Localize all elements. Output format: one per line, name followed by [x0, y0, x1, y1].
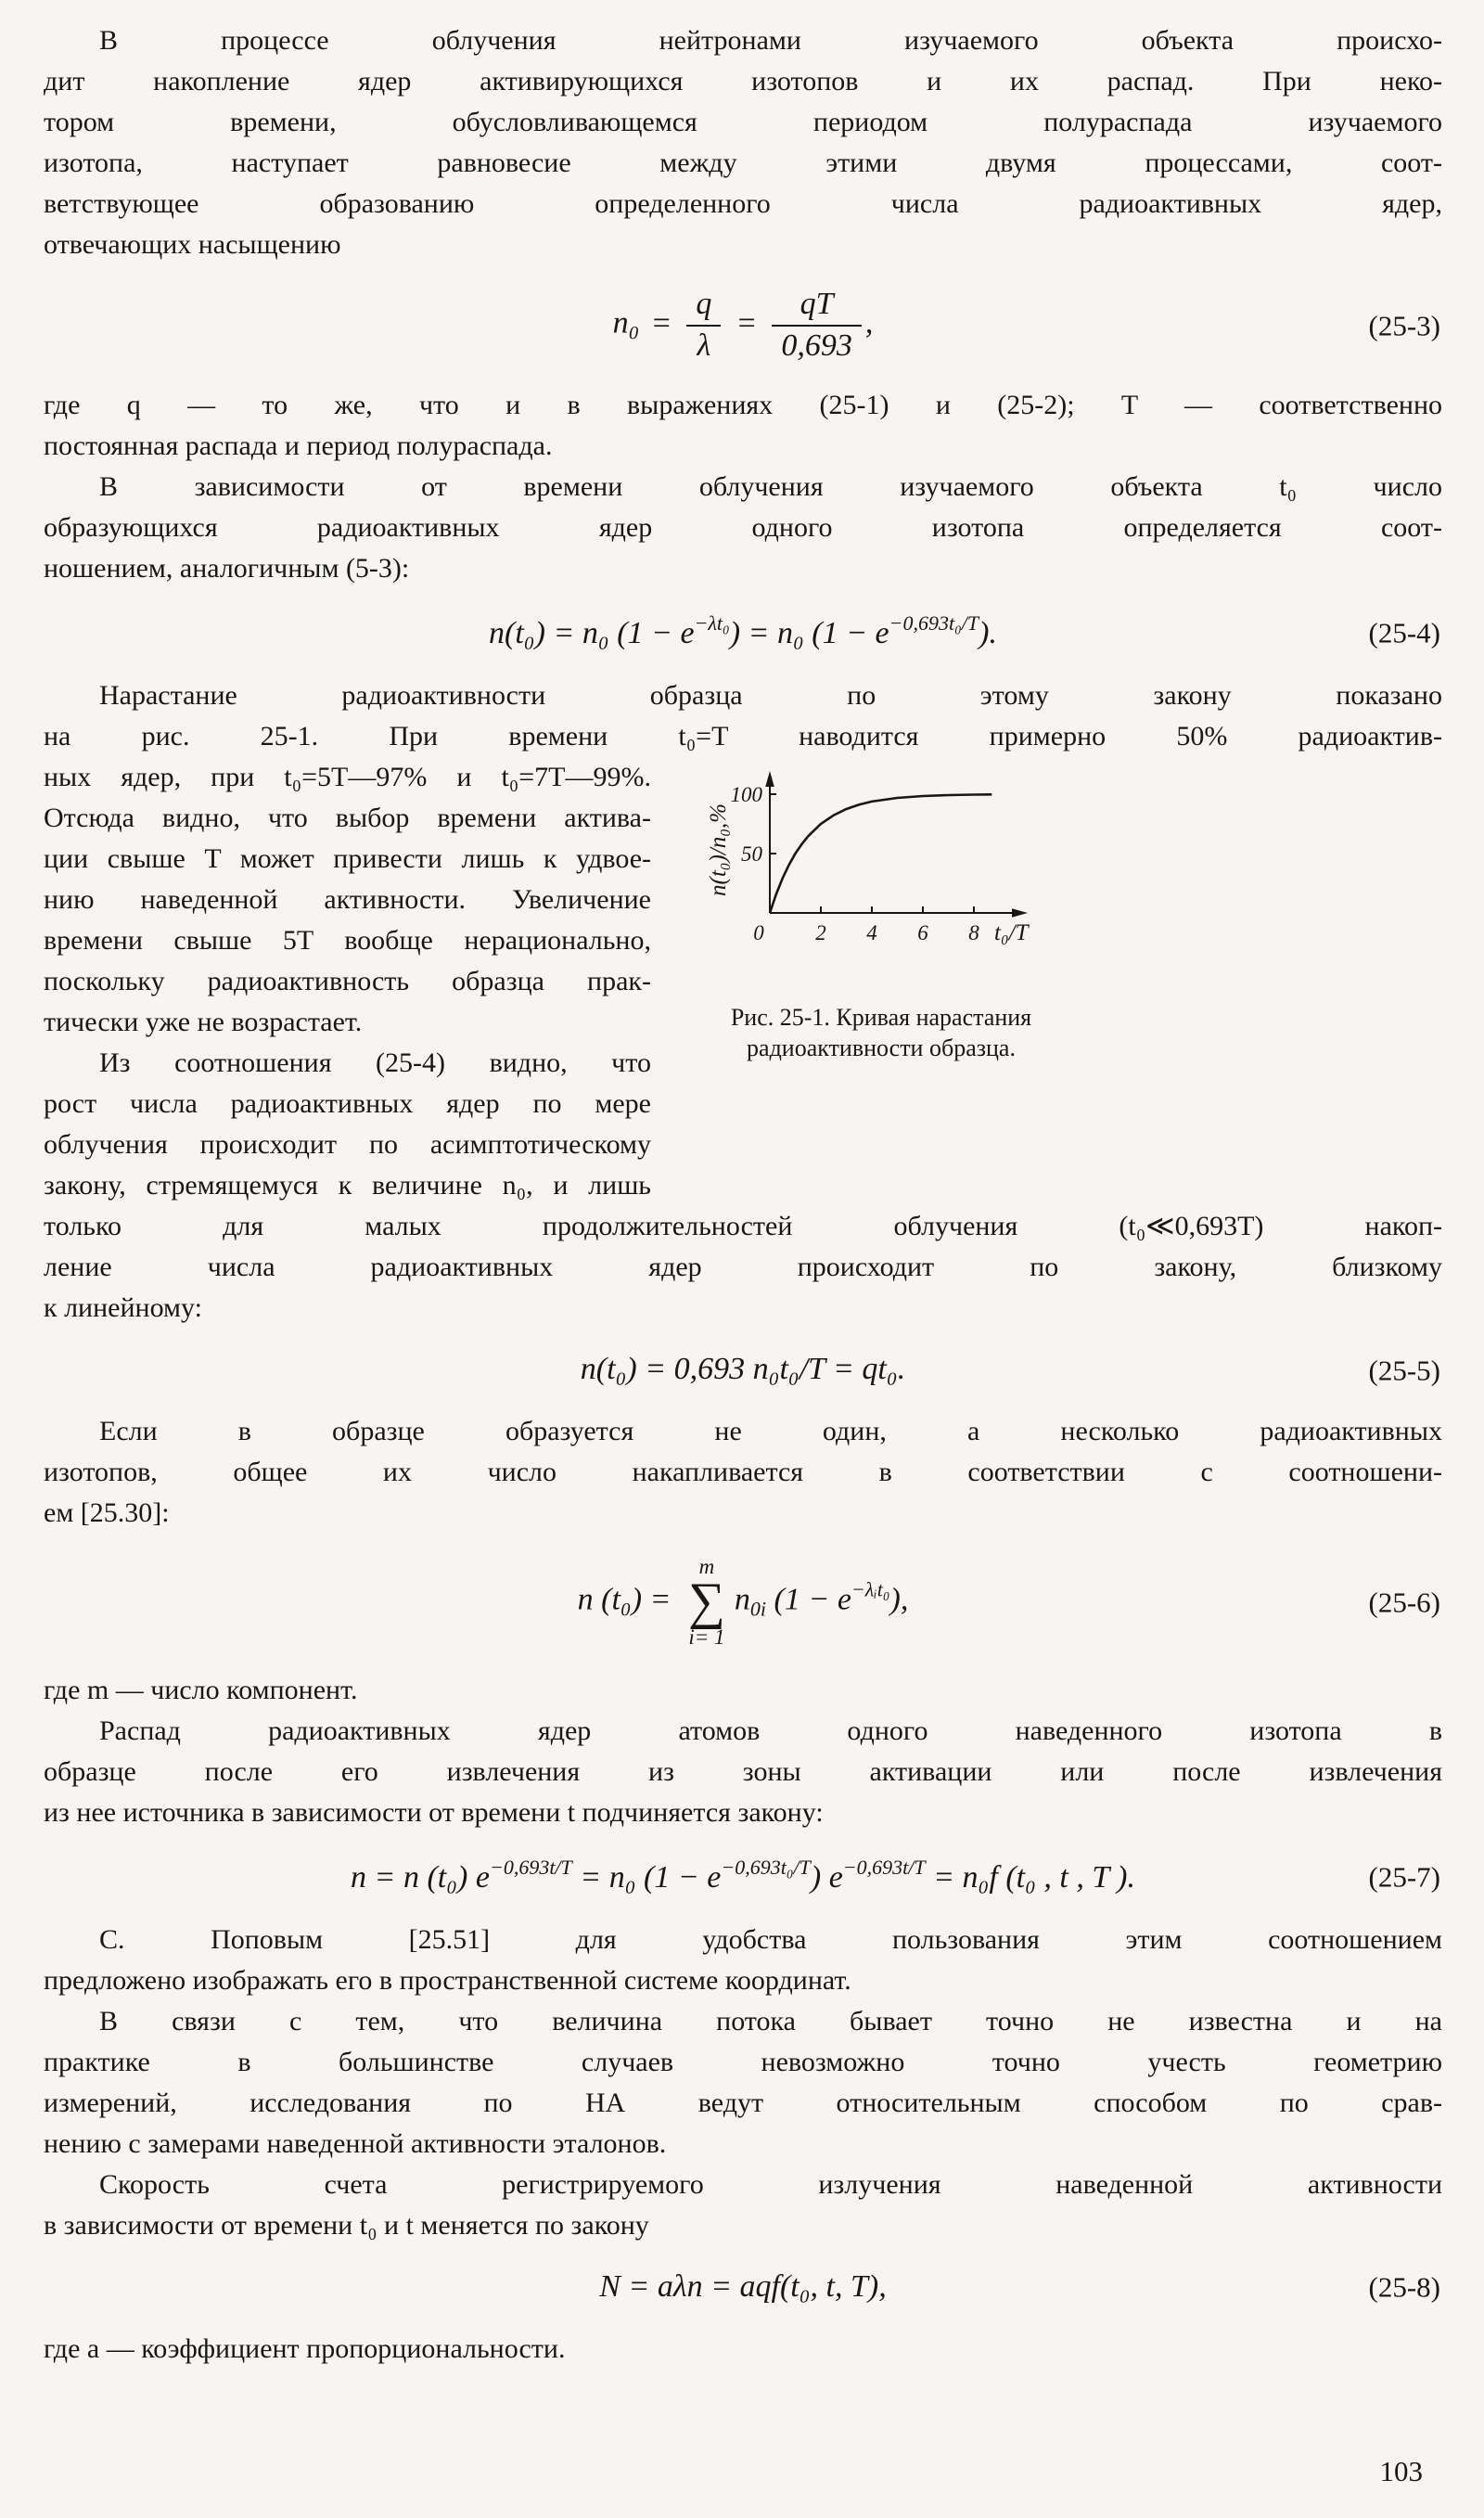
equation-25-4-body: n(t₀) = n₀ $(1 - e^{-\lambda t_0}) = n_0$ $(1 - e^{-0,693t_0/T})$. [489, 611, 997, 651]
paragraph-9: В связи с тем, что величина потока бывает точно не известна и на практике в большинстве случаев невозможно точно учесть геометрию измерений, исследования по НА ведут относительным способом по срав- нению с замерами наведенной активности эталонов. [44, 2006, 1442, 2160]
eq253-equals-1: = [650, 305, 672, 340]
equation-25-7 [44, 1856, 1442, 1897]
x-axis-arrow [1012, 908, 1028, 918]
equation-25-8 [44, 2268, 1442, 2306]
x-tick-label-6: 6 [917, 921, 928, 945]
paragraph-where-a: где a — коэффициент пропорциональности. [44, 2332, 566, 2364]
y-tick-label-100: 100 [730, 783, 762, 807]
equation-25-5-number: (25-5) [1368, 1354, 1440, 1387]
equation-25-3-number: (25-3) [1368, 309, 1440, 342]
summation-symbol: m ∑ i= 1 [688, 1555, 725, 1650]
x-axis-label: t₀/T [994, 920, 1029, 946]
x-tick-label-4: 4 [866, 921, 877, 945]
equation-25-6-number: (25-6) [1368, 1586, 1440, 1619]
eq253-equals-2: = [736, 305, 758, 340]
activation-chart [705, 757, 1039, 957]
y-axis-arrow [765, 771, 774, 787]
page-number: 103 [1379, 2455, 1423, 2487]
figure-25-1 [705, 757, 1057, 1206]
paragraph-4-start: Нарастание радиоактивности образца по этому закону показано на рис. 25-1. При времени t₀=T наводится примерно 50% радиоактив- [44, 680, 1442, 752]
paragraph-5-continuation: только для малых продолжительностей облучения (t₀≪0,693T) накоп- ление числа радиоактивных ядер происходит по закону, близкому к линейному: [44, 1211, 1442, 1324]
eq253-comma: , [864, 305, 874, 340]
paragraph-1: В процессе облучения нейтронами изучаемого объекта происхо- дит накопление ядер активирующихся изотопов и их распад. При неко- тором времени, обусловливающемся периодом полураспада изучаемого изотопа, наступает равновесие между этими двумя процессами, соот- ветствующее образованию определенного числа радиоактивных ядер, отвечающих насыщению [44, 25, 1442, 260]
paragraph-10: Скорость счета регистрируемого излучения наведенной активности в зависимости от времени t₀ и t меняется по закону [44, 2169, 1442, 2242]
equation-25-5 [44, 1351, 1442, 1389]
equation-25-5-body: n(t₀) = 0,693 n₀t₀/T = qt₀. [580, 1352, 906, 1387]
equation-25-8-number: (25-8) [1368, 2270, 1440, 2304]
paragraph-8: С. Поповым [25.51] для удобства пользования этим соотношением предложено изображать его в пространственной системе координат. [44, 1924, 1442, 1997]
paragraph-6: Если в образце образуется не один, а несколько радиоактивных изотопов, общее их число накапливается в соответствии с соотношени- ем [25.30]: [44, 1416, 1442, 1529]
equation-25-6 [44, 1556, 1442, 1648]
equation-25-7-body: n = n (t₀) $e^{-0,693t/T} = n_0$ $(1 - e^{-0,693t_0/T})$ $e^{-0,693t/T} = n_0f$ (t₀ , t , T ). [351, 1856, 1135, 1895]
y-tick-label-50: 50 [741, 842, 762, 867]
equation-25-7-number: (25-7) [1368, 1860, 1440, 1894]
x-tick-label-8: 8 [968, 921, 979, 945]
figure-caption [705, 1002, 1057, 1063]
eq253-fraction-1: $\frac{q}{\lambda}$ [686, 288, 721, 363]
paragraph-2: где q — то же, что и в выражениях (25-1) и (25-2); T — соответственно постоянная распада и период полураспада. [44, 390, 1442, 462]
figure-caption-line-2: радиоактивности образца. [747, 1034, 1016, 1062]
paragraph-7: Распад радиоактивных ядер атомов одного наведенного изотопа в образце после его извлечения из зоны активации или после извлечения из нее источника в зависимости от времени t подчиняется закону: [44, 1715, 1442, 1829]
paragraph-5-start: Из соотношения (25-4) видно, что рост числа радиоактивных ядер по мере облучения происходит по асимптотическому закону, стремящемуся к величине n₀, и лишь [44, 1047, 651, 1201]
eq253-lhs: n₀ [612, 305, 640, 340]
paragraph-4-continuation: ных ядер, при t₀=5T—97% и t₀=7T—99%. Отсюда видно, что выбор времени актива- ции свыше T может привести лишь к удвое- нию наведенной активности. Увеличение времени свыше 5T вообще нерационально, поскольку радиоактивность образца прак- тически уже не возрастает. [44, 762, 651, 1038]
equation-25-4-number: (25-4) [1368, 616, 1440, 649]
equation-25-3-body [613, 288, 874, 363]
equation-25-4 [44, 611, 1442, 653]
paragraph-where-m: где m — число компонент. [44, 1675, 358, 1706]
equation-25-8-body: N = aλn = aqf(t₀, t, T), [599, 2269, 887, 2305]
chart-curve [770, 795, 991, 914]
paragraph-3: В зависимости от времени облучения изучаемого объекта t₀ число образующихся радиоактивных ядер одного изотопа определяется соот- ношением, аналогичным (5-3): [44, 471, 1442, 585]
figure-text-wrap [44, 757, 1442, 1206]
equation-25-6-body: n (t₀) = m ∑ i= 1 $n_{0i}$ $(1 - e^{-\lambda ᵢt_0})$, [577, 1555, 909, 1650]
x-tick-label-2: 2 [815, 921, 826, 945]
wrapped-text-column [44, 757, 651, 1206]
figure-caption-line-1: Рис. 25-1. Кривая нарастания [730, 1004, 1032, 1032]
x-tick-label-0: 0 [753, 921, 764, 945]
y-axis-label: n(t₀)/n₀,% [706, 803, 731, 897]
eq253-fraction-2: $\frac{qT}{0,693}$ [772, 288, 862, 363]
equation-25-3 [44, 288, 1442, 363]
